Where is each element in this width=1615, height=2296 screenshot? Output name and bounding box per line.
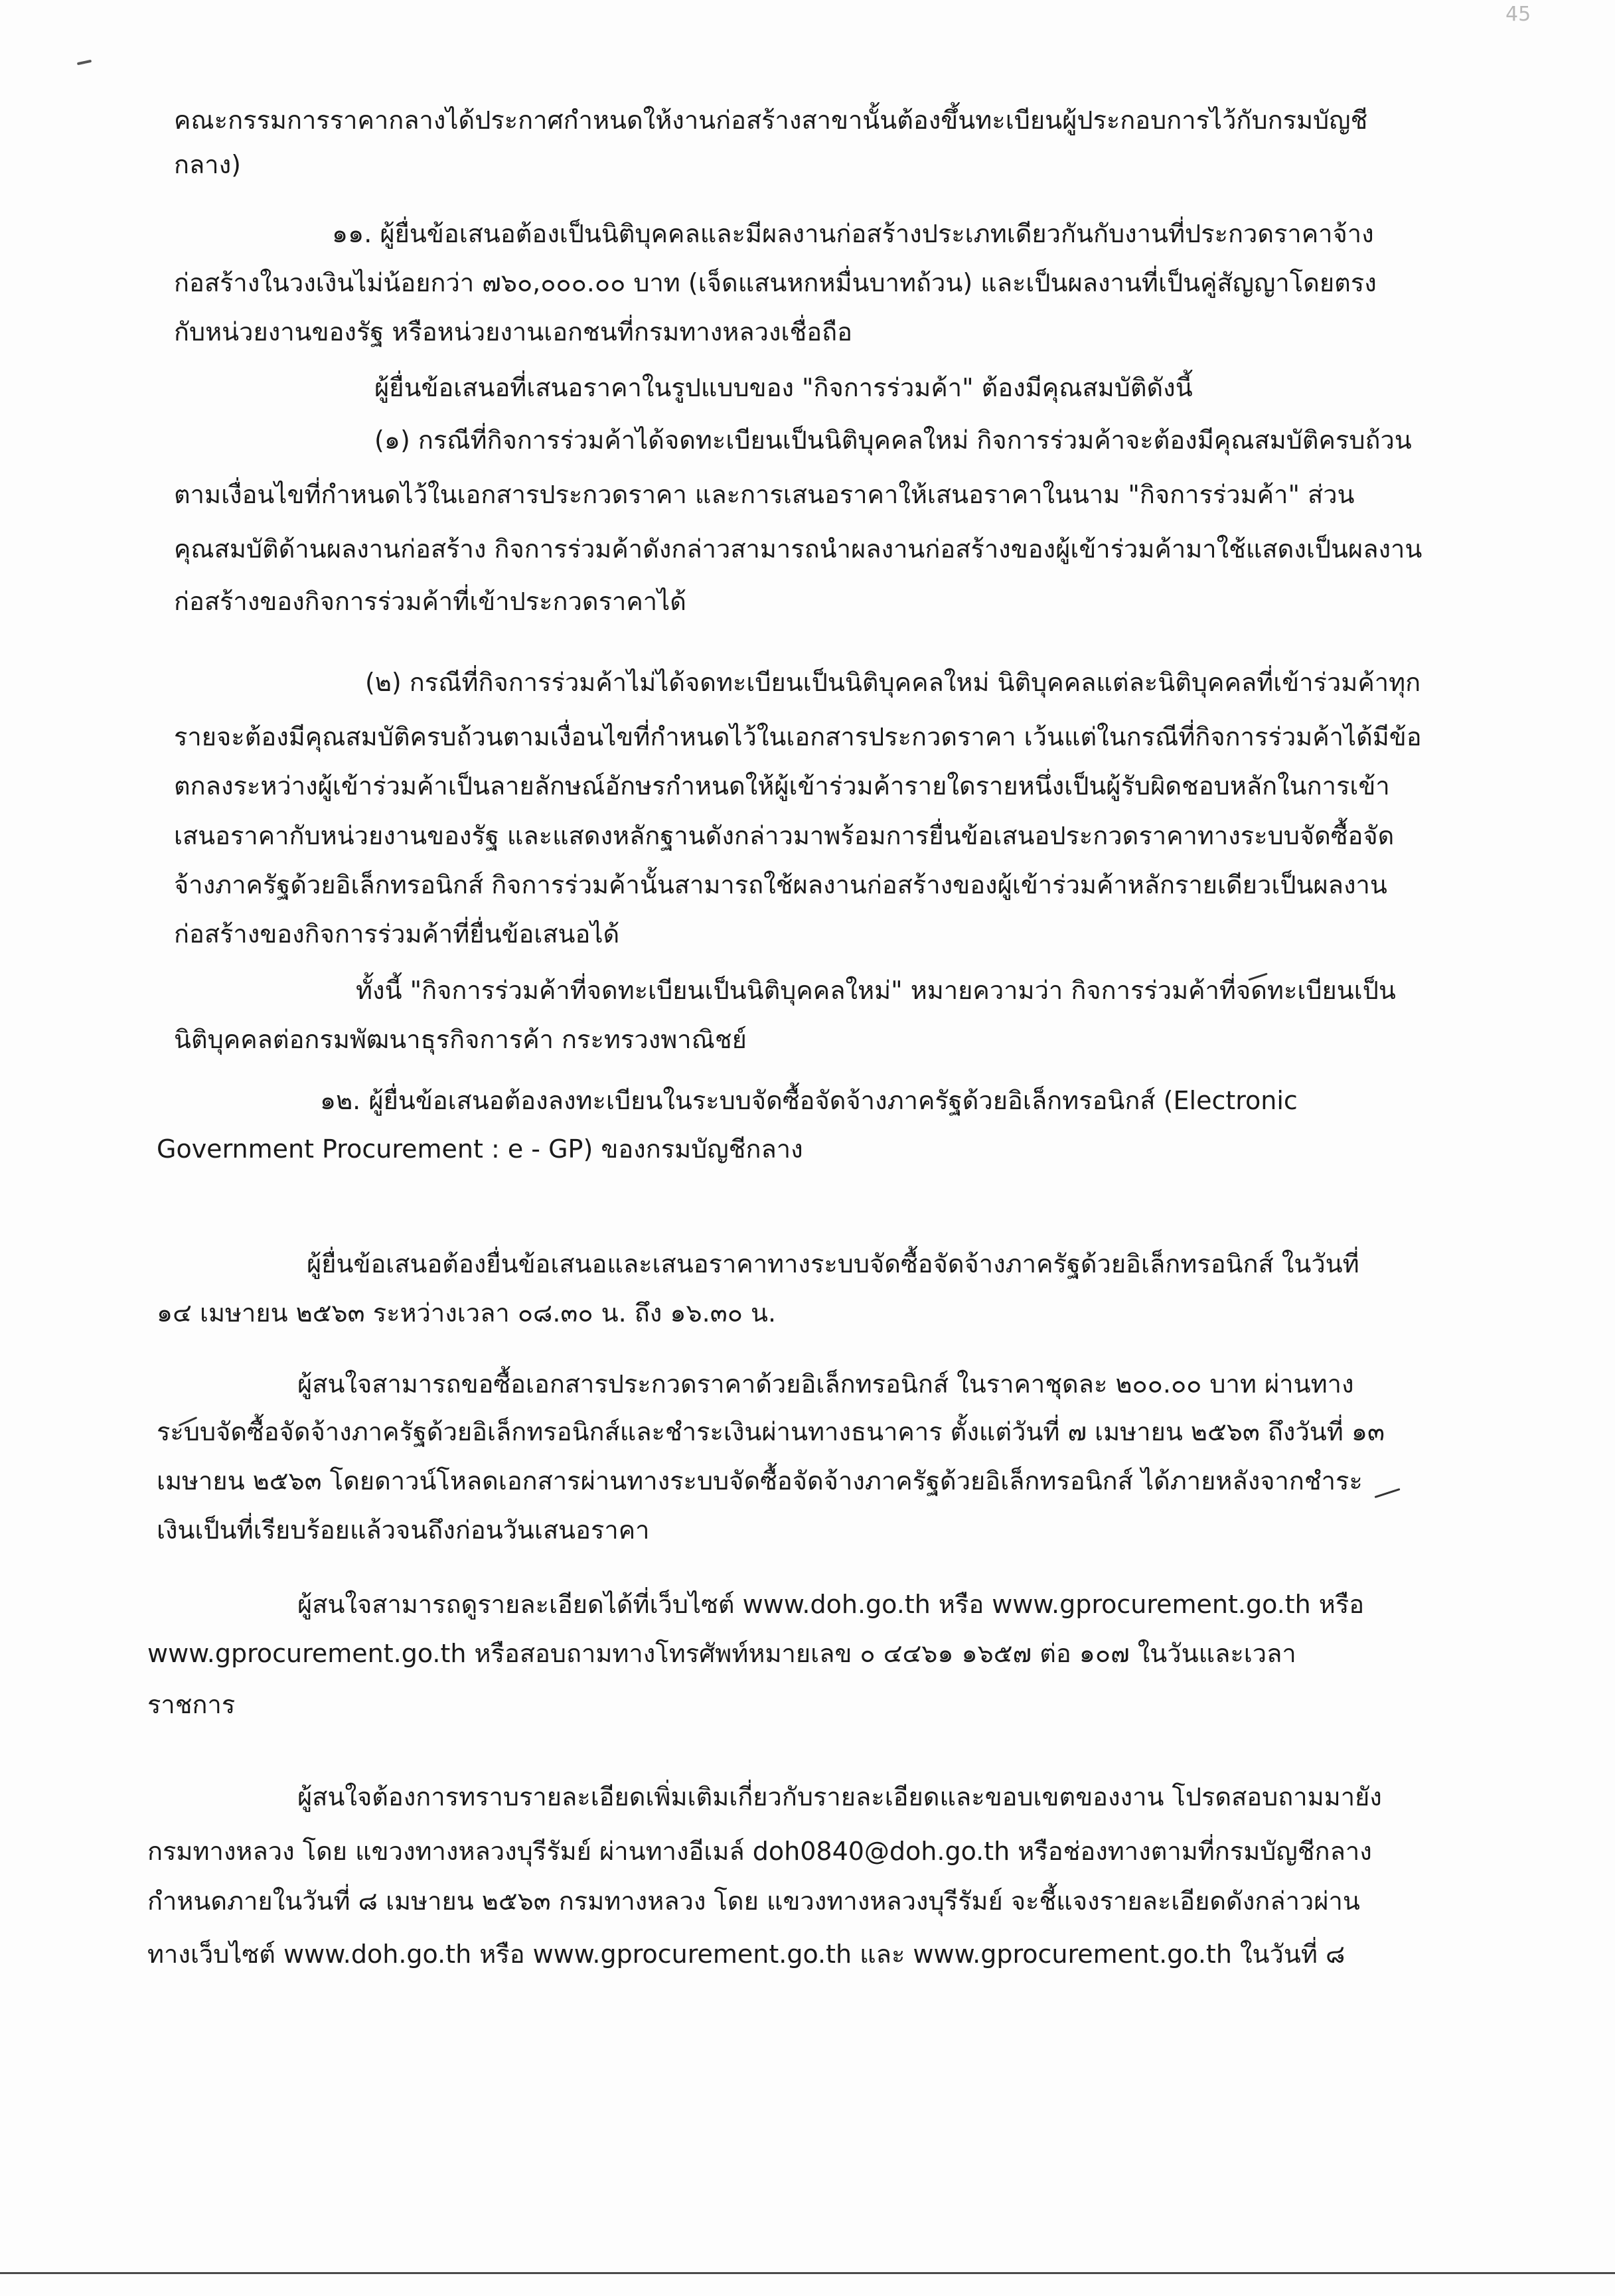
text-line: คุณสมบัติด้านผลงานก่อสร้าง กิจการร่วมค้าดังกล่าวสามารถนำผลงานก่อสร้างของผู้เข้าร่วมค้ามาใช้แสดงเป็นผลงาน [174, 534, 1423, 564]
text-line: ตามเงื่อนไขที่กำหนดไว้ในเอกสารประกวดราคา และการเสนอราคาให้เสนอราคาในนาม "กิจการร่วมค้า" ส่วน [174, 480, 1355, 509]
text-line: จ้างภาครัฐด้วยอิเล็กทรอนิกส์ กิจการร่วมค้านั้นสามารถใช้ผลงานก่อสร้างของผู้เข้าร่วมค้าหลักรายเดียวเป็นผลงาน [174, 870, 1387, 899]
text-line: คณะกรรมการราคากลางได้ประกาศกำหนดให้งานก่อสร้างสาขานั้นต้องขึ้นทะเบียนผู้ประกอบการไว้กับกรมบัญชี [174, 106, 1368, 135]
page-number-marker: 45 [1505, 3, 1531, 26]
text-line: ตกลงระหว่างผู้เข้าร่วมค้าเป็นลายลักษณ์อักษรกำหนดให้ผู้เข้าร่วมค้ารายใดรายหนึ่งเป็นผู้รับผิดชอบหลักในการเข้า [174, 771, 1390, 801]
text-line: ก่อสร้างของกิจการร่วมค้าที่เข้าประกวดราคาได้ [174, 587, 686, 616]
text-line: ทั้งนี้ "กิจการร่วมค้าที่จดทะเบียนเป็นนิติบุคคลใหม่" หมายความว่า กิจการร่วมค้าที่จดทะเบียนเป็น [356, 976, 1396, 1005]
scan-speck [77, 60, 92, 65]
text-line: รายจะต้องมีคุณสมบัติครบถ้วนตามเงื่อนไขที่กำหนดไว้ในเอกสารประกวดราคา เว้นแต่ในกรณีที่กิจการร่วมค้าได้มีข้อ [174, 722, 1422, 751]
text-line: (๑) กรณีที่กิจการร่วมค้าได้จดทะเบียนเป็นนิติบุคคลใหม่ กิจการร่วมค้าจะต้องมีคุณสมบัติครบถ้วน [374, 425, 1412, 455]
pen-tick-mark [1375, 1488, 1401, 1498]
text-line: ระบบจัดซื้อจัดจ้างภาครัฐด้วยอิเล็กทรอนิกส์และชำระเงินผ่านทางธนาคาร ตั้งแต่วันที่ ๗ เมษายน ๒๕๖๓ ถึงวันที่ ๑๓ [157, 1417, 1385, 1446]
text-line: Government Procurement : e - GP) ของกรมบัญชีกลาง [157, 1134, 803, 1164]
text-line: ๑๔ เมษายน ๒๕๖๓ ระหว่างเวลา ๐๘.๓๐ น. ถึง ๑๖.๓๐ น. [157, 1298, 777, 1328]
text-line: นิติบุคคลต่อกรมพัฒนาธุรกิจการค้า กระทรวงพาณิชย์ [174, 1025, 747, 1054]
text-line: กรมทางหลวง โดย แขวงทางหลวงบุรีรัมย์ ผ่านทางอีเมล์ doh0840@doh.go.th หรือช่องทางตามที่กรมบัญชีกลาง [147, 1837, 1372, 1866]
text-line: ผู้สนใจสามารถขอซื้อเอกสารประกวดราคาด้วยอิเล็กทรอนิกส์ ในราคาชุดละ ๒๐๐.๐๐ บาท ผ่านทาง [297, 1369, 1354, 1399]
text-line: www.gprocurement.go.th หรือสอบถามทางโทรศัพท์หมายเลข ๐ ๔๔๖๑ ๑๖๕๗ ต่อ ๑๐๗ ในวันและเวลา [147, 1639, 1296, 1668]
scan-bottom-edge [0, 2272, 1615, 2274]
text-line: ผู้ยื่นข้อเสนอต้องยื่นข้อเสนอและเสนอราคาทางระบบจัดซื้อจัดจ้างภาครัฐด้วยอิเล็กทรอนิกส์ ในวันที่ [307, 1249, 1359, 1278]
text-line: กับหน่วยงานของรัฐ หรือหน่วยงานเอกชนที่กรมทางหลวงเชื่อถือ [174, 317, 852, 346]
text-line: เงินเป็นที่เรียบร้อยแล้วจนถึงก่อนวันเสนอราคา [157, 1515, 650, 1545]
text-line: ผู้สนใจสามารถดูรายละเอียดได้ที่เว็บไซต์ www.doh.go.th หรือ www.gprocurement.go.th หรือ [297, 1590, 1365, 1619]
text-line: ก่อสร้างในวงเงินไม่น้อยกว่า ๗๖๐,๐๐๐.๐๐ บาท (เจ็ดแสนหกหมื่นบาทถ้วน) และเป็นผลงานที่เป็นคู่สัญญาโดยตรง [174, 268, 1377, 297]
text-line: (๒) กรณีที่กิจการร่วมค้าไม่ได้จดทะเบียนเป็นนิติบุคคลใหม่ นิติบุคคลแต่ละนิติบุคคลที่เข้าร่วมค้าทุก [365, 668, 1421, 697]
text-line: ทางเว็บไซต์ www.doh.go.th หรือ www.gprocurement.go.th และ www.gprocurement.go.th ในวันที่ ๘ [147, 1940, 1346, 1969]
text-line: กลาง) [174, 150, 242, 179]
text-line: ผู้สนใจต้องการทราบรายละเอียดเพิ่มเติมเกี่ยวกับรายละเอียดและขอบเขตของงาน โปรดสอบถามมายัง [297, 1782, 1382, 1811]
text-line: ราชการ [147, 1690, 236, 1719]
text-line: ๑๑. ผู้ยื่นข้อเสนอต้องเป็นนิติบุคคลและมีผลงานก่อสร้างประเภทเดียวกันกับงานที่ประกวดราคาจ้าง [332, 219, 1374, 248]
text-line: ๑๒. ผู้ยื่นข้อเสนอต้องลงทะเบียนในระบบจัดซื้อจัดจ้างภาครัฐด้วยอิเล็กทรอนิกส์ (Electronic [320, 1086, 1298, 1115]
text-line: กำหนดภายในวันที่ ๘ เมษายน ๒๕๖๓ กรมทางหลวง โดย แขวงทางหลวงบุรีรัมย์ จะชี้แจงรายละเอียดดังกล่าวผ่าน [147, 1886, 1360, 1916]
text-line: ผู้ยื่นข้อเสนอที่เสนอราคาในรูปแบบของ "กิจการร่วมค้า" ต้องมีคุณสมบัติดังนี้ [374, 373, 1193, 402]
text-line: ก่อสร้างของกิจการร่วมค้าที่ยื่นข้อเสนอได้ [174, 919, 620, 949]
text-line: เมษายน ๒๕๖๓ โดยดาวน์โหลดเอกสารผ่านทางระบบจัดซื้อจัดจ้างภาครัฐด้วยอิเล็กทรอนิกส์ ได้ภายหลังจากชำระ [157, 1466, 1363, 1495]
text-line: เสนอราคากับหน่วยงานของรัฐ และแสดงหลักฐานดังกล่าวมาพร้อมการยื่นข้อเสนอประกวดราคาทางระบบจัดซื้อจัด [174, 821, 1395, 850]
